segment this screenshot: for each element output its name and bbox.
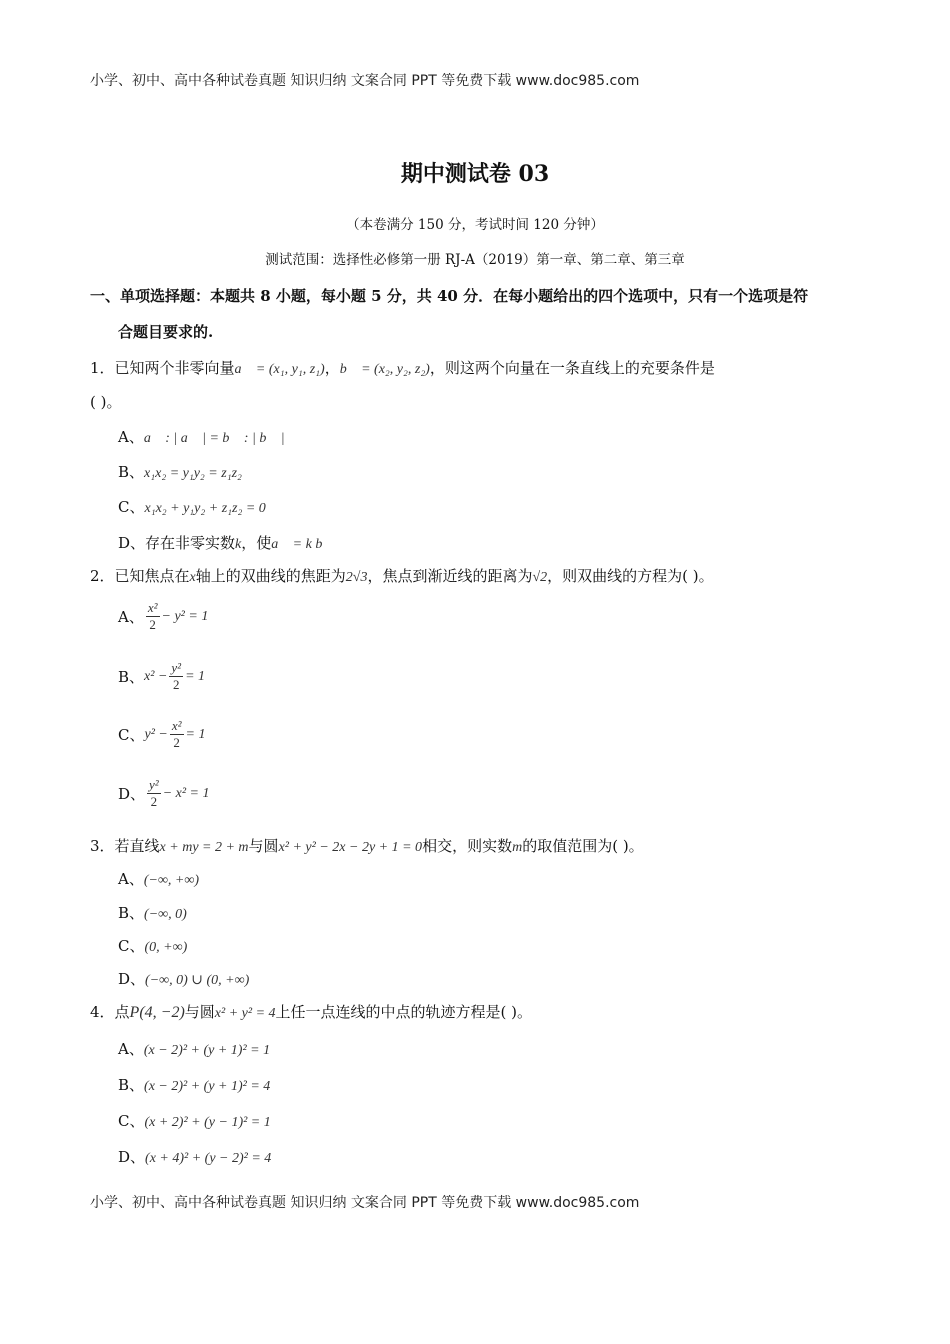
q2-option-b[interactable] — [118, 660, 205, 693]
option-label: B、 — [118, 667, 145, 686]
q4-option-a[interactable] — [118, 1039, 270, 1061]
q3-stem-c: 相交，则实数 — [422, 837, 513, 855]
section-heading-cont: 合题目要求的. — [118, 323, 214, 341]
fraction — [147, 777, 161, 810]
option-math-k: k — [235, 537, 242, 552]
fraction — [146, 600, 160, 633]
option-label: A、 — [118, 1040, 144, 1058]
option-label: C、 — [118, 498, 145, 516]
option-label: C、 — [118, 1112, 145, 1130]
q4-circle-equation: x² + y² = 4 — [214, 1006, 276, 1021]
question-2-stem — [90, 566, 714, 588]
q3-stem-b: 与圆 — [248, 837, 279, 855]
q4-stem-a: 4．点 — [90, 1003, 130, 1021]
section-heading: 一、单项选择题：本题共 8 小题，每小题 5 分，共 40 分．在每小题给出的四个选项中，只有一个选项是符 — [90, 287, 809, 305]
q2-stem-d: ，则双曲线的方程为( )。 — [547, 567, 714, 585]
q4-stem-b: 与圆 — [184, 1003, 215, 1021]
exam-info: （本卷满分 150 分，考试时间 120 分钟） — [346, 217, 604, 233]
q1-stem-cont: ( )。 — [90, 393, 122, 411]
test-scope: 测试范围：选择性必修第一册 RJ-A（2019）第一章、第二章、第三章 — [265, 252, 685, 268]
q3-circle-equation: x² + y² − 2x − 2y + 1 = 0 — [278, 840, 423, 855]
option-math: (x − 2)² + (y + 1)² = 4 — [144, 1079, 271, 1094]
option-label: A、 — [118, 607, 144, 626]
option-math: (x − 2)² + (y + 1)² = 1 — [143, 1043, 271, 1058]
denominator: 2 — [172, 677, 180, 692]
numerator: y² — [171, 660, 182, 675]
option-math: = 1 — [185, 726, 206, 742]
q2-focal-length: 2√3 — [345, 570, 368, 585]
q3-stem-a: 3．若直线 — [90, 837, 160, 855]
option-math: (0, +∞) — [144, 940, 188, 955]
q2-option-a[interactable] — [118, 600, 208, 633]
option-math: − y² = 1 — [161, 608, 209, 624]
q1-stem-a: 1．已知两个非零向量 — [90, 359, 235, 377]
q1-option-d[interactable] — [118, 533, 333, 555]
q2-distance: √2 — [532, 570, 548, 585]
fraction — [169, 660, 183, 693]
option-math: (x + 4)² + (y − 2)² = 4 — [145, 1151, 272, 1166]
q3-m: m — [512, 840, 523, 855]
q3-option-a[interactable] — [118, 869, 199, 891]
option-math-pre: x² − — [144, 668, 168, 684]
option-label: B、 — [118, 904, 145, 922]
option-label: C、 — [118, 725, 145, 744]
q2-x: x — [189, 570, 196, 585]
option-math: (−∞, +∞) — [143, 873, 200, 888]
q4-stem-c: 上任一点连线的中点的轨迹方程是( )。 — [275, 1003, 532, 1021]
q4-option-c[interactable] — [118, 1111, 271, 1133]
q2-stem-a: 2．已知焦点在 — [90, 567, 190, 585]
q4-option-d[interactable] — [118, 1147, 271, 1169]
q3-option-c[interactable] — [118, 936, 187, 958]
option-math: − x² = 1 — [162, 785, 210, 801]
q4-option-b[interactable] — [118, 1075, 270, 1097]
q1-stem-b: ，则这两个向量在一条直线上的充要条件是 — [429, 359, 715, 377]
q3-stem-d: 的取值范围为( )。 — [522, 837, 644, 855]
option-math: (−∞, 0) — [144, 907, 187, 922]
option-text: 存在非零实数 — [145, 534, 236, 552]
option-math: x₁x₂ + y₁y₂ + z₁z₂ = 0 — [144, 501, 266, 516]
option-math: a⃗ = k b⃗ — [271, 537, 334, 552]
q1-option-c[interactable] — [118, 497, 266, 519]
option-math: (x + 2)² + (y − 1)² = 1 — [144, 1115, 271, 1130]
q3-option-d[interactable] — [118, 969, 249, 991]
q1-vector-a: a⃗ = (x₁, y₁, z₁) — [234, 362, 325, 377]
option-math-pre: y² − — [144, 726, 168, 742]
option-label: B、 — [118, 1076, 145, 1094]
q1-option-b[interactable] — [118, 462, 242, 484]
numerator: x² — [171, 718, 182, 733]
option-label: D、 — [118, 784, 146, 803]
option-math: a⃗ : | a⃗ | = b⃗ : | b⃗ | — [143, 431, 285, 446]
denominator: 2 — [173, 735, 180, 750]
option-label: D、 — [118, 970, 146, 988]
q1-sep: ， — [324, 359, 340, 377]
q2-option-d[interactable] — [118, 777, 210, 810]
option-label: A、 — [118, 870, 144, 888]
page-title: 期中测试卷 03 — [400, 161, 550, 187]
q3-line-equation: x + my = 2 + m — [159, 840, 249, 855]
denominator: 2 — [150, 794, 158, 809]
page-footer: 小学、初中、高中各种试卷真题 知识归纳 文案合同 PPT 等免费下载 www.doc985.com — [90, 1195, 640, 1211]
denominator: 2 — [149, 617, 156, 632]
page-header: 小学、初中、高中各种试卷真题 知识归纳 文案合同 PPT 等免费下载 www.doc985.com — [90, 73, 640, 89]
option-math: (−∞, 0) ∪ (0, +∞) — [145, 973, 250, 988]
fraction — [170, 718, 184, 751]
option-label: A、 — [118, 428, 144, 446]
numerator: x² — [147, 600, 158, 615]
q2-option-c[interactable] — [118, 718, 205, 751]
q3-option-b[interactable] — [118, 903, 187, 925]
option-label: D、 — [118, 1148, 146, 1166]
q2-stem-b: 轴上的双曲线的焦距为 — [195, 567, 346, 585]
question-1-stem — [90, 358, 715, 380]
question-4-stem — [90, 1002, 532, 1024]
option-label: B、 — [118, 463, 145, 481]
option-math: = 1 — [185, 668, 206, 684]
q1-option-a[interactable] — [118, 427, 285, 449]
option-label: C、 — [118, 937, 145, 955]
option-text-2: ，使 — [241, 534, 272, 552]
q1-vector-b: b⃗ = (x₂, y₂, z₂) — [339, 362, 430, 377]
numerator: y² — [149, 777, 159, 792]
q2-stem-c: ，焦点到渐近线的距离为 — [367, 567, 533, 585]
option-label: D、 — [118, 534, 146, 552]
question-3-stem — [90, 836, 644, 858]
q4-point: P(4, −2) — [129, 1004, 185, 1021]
option-math: x₁x₂ = y₁y₂ = z₁z₂ — [144, 466, 242, 481]
